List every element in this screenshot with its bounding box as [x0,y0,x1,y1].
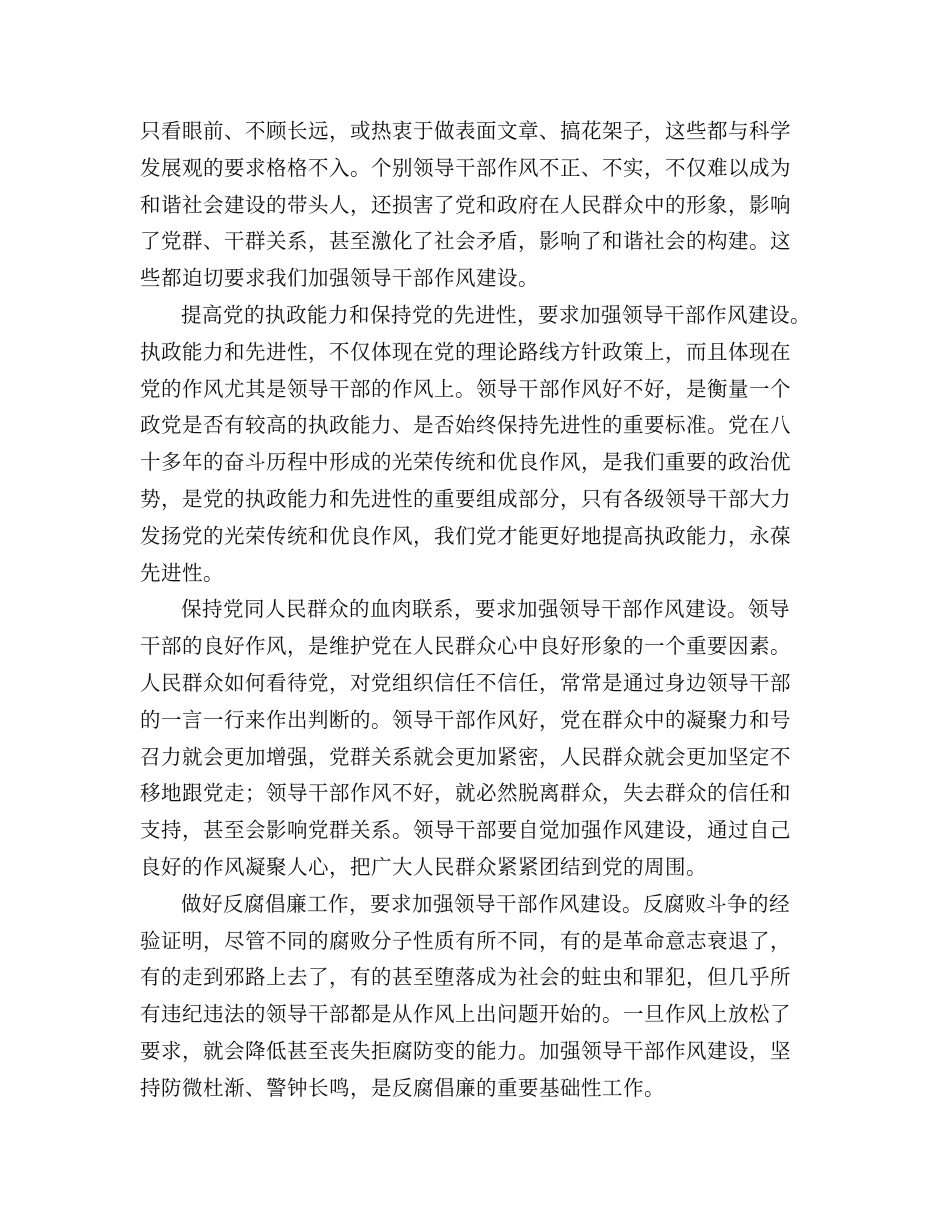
text-line: 党的作风尤其是领导干部的作风上。领导干部作风好不好，是衡量一个 [140,376,791,401]
text-line: 先进性。 [140,560,224,585]
text-line: 执政能力和先进性，不仅体现在党的理论路线方针政策上，而且体现在 [140,339,791,364]
text-line: 些都迫切要求我们加强领导干部作风建设。 [140,266,539,291]
text-line: 势，是党的执政能力和先进性的重要组成部分，只有各级领导干部大力 [140,486,791,511]
text-line: 只看眼前、不顾长远，或热衷于做表面文章、搞花架子，这些都与科学 [140,119,791,143]
text-line: 政党是否有较高的执政能力、是否始终保持先进性的重要标准。党在八 [140,413,791,438]
text-line: 的一言一行来作出判断的。领导干部作风好，党在群众中的凝聚力和号 [140,707,791,732]
text-line: 有的走到邪路上去了，有的甚至堕落成为社会的蛀虫和罪犯，但几乎所 [140,965,791,990]
text-line: 和谐社会建设的带头人，还损害了党和政府在人民群众中的形象，影响 [140,192,791,217]
text-line: 十多年的奋斗历程中形成的光荣传统和优良作风，是我们重要的政治优 [140,450,791,475]
text-line: 做好反腐倡廉工作，要求加强领导干部作风建设。反腐败斗争的经 [181,891,790,916]
text-line: 人民群众如何看待党，对党组织信任不信任，常常是通过身边领导干部 [140,670,791,695]
paragraph-1 [140,113,820,297]
paragraph-2 [140,297,820,591]
text-line: 保持党同人民群众的血肉联系，要求加强领导干部作风建设。领导 [181,597,790,622]
text-line: 持防微杜渐、警钟长鸣，是反腐倡廉的重要基础性工作。 [140,1075,665,1100]
text-line: 提高党的执政能力和保持党的先进性，要求加强领导干部作风建设。 [181,302,811,327]
text-line: 良好的作风凝聚人心，把广大人民群众紧紧团结到党的周围。 [140,854,707,879]
text-line: 支持，甚至会影响党群关系。领导干部要自觉加强作风建设，通过自己 [140,818,791,843]
paragraph-3 [140,591,820,885]
text-line: 要求，就会降低甚至丧失拒腐防变的能力。加强领导干部作风建设，坚 [140,1038,791,1063]
text-line: 有违纪违法的领导干部都是从作风上出问题开始的。一旦作风上放松了 [140,1002,791,1027]
text-line: 验证明，尽管不同的腐败分子性质有所不同，有的是革命意志衰退了， [140,928,791,953]
document-body [140,113,820,1107]
text-line: 召力就会更加增强，党群关系就会更加紧密，人民群众就会更加坚定不 [140,744,791,769]
paragraph-4 [140,886,820,1107]
text-line: 干部的良好作风，是维护党在人民群众心中良好形象的一个重要因素。 [140,634,791,659]
text-line: 移地跟党走；领导干部作风不好，就必然脱离群众，失去群众的信任和 [140,781,791,806]
text-line: 发展观的要求格格不入。个别领导干部作风不正、不实，不仅难以成为 [140,155,791,180]
text-line: 发扬党的光荣传统和优良作风，我们党才能更好地提高执政能力，永葆 [140,523,791,548]
text-line: 了党群、干群关系，甚至激化了社会矛盾，影响了和谐社会的构建。这 [140,229,791,254]
